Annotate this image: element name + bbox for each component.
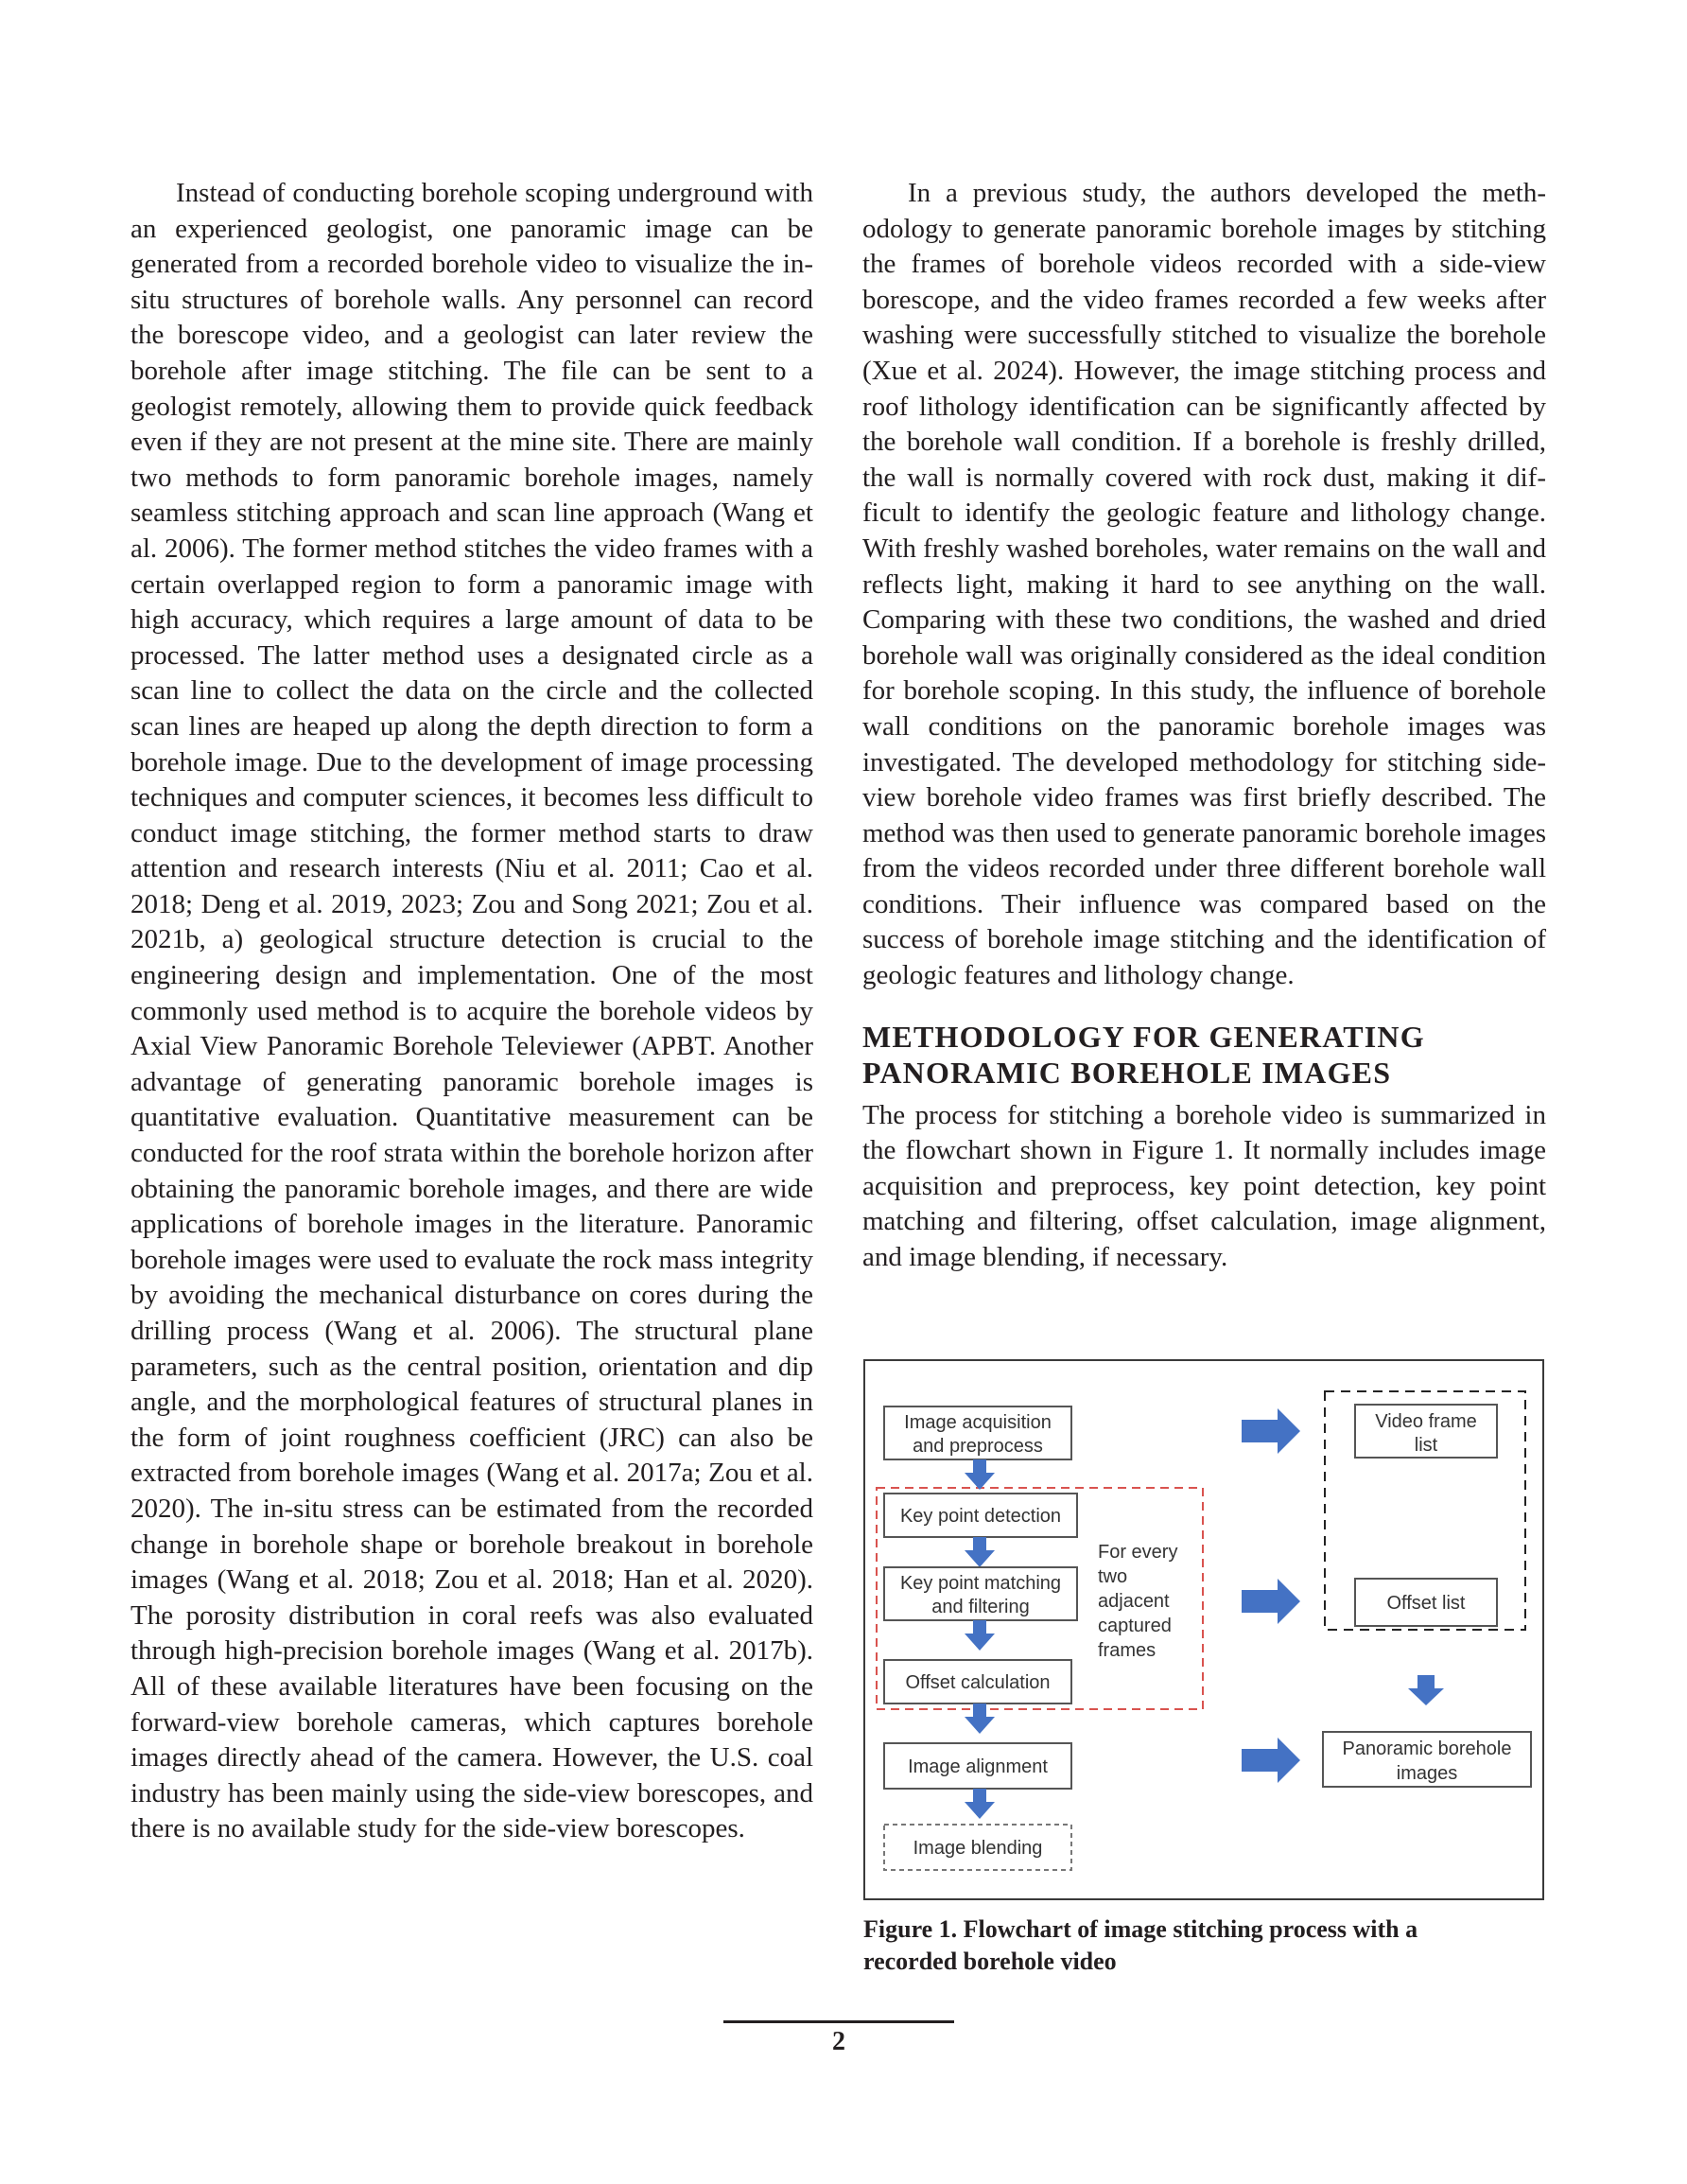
down-arrow-icon [965, 1704, 995, 1734]
footer-rule [723, 2020, 954, 2023]
right-arrow-icon [1242, 1408, 1300, 1454]
svg-text:two: two [1098, 1566, 1128, 1587]
svg-text:Panoramic borehole: Panoramic borehole [1342, 1738, 1512, 1759]
method-paragraph: The process for stitching a borehole video is summarized in the flowchart shown in Figure 1. It normally includes image acquisition and preprocess, key point detection, key point matching and filtering, offset calculation, image alignment, and image blending, if necessary. [862, 1099, 1546, 1273]
figure-caption-line-2: recorded borehole video [863, 1948, 1117, 1975]
svg-text:images: images [1396, 1763, 1458, 1784]
svg-text:Image blending: Image blending [913, 1838, 1043, 1859]
step-key-point-matching [884, 1567, 1077, 1620]
page-number: 2 [832, 2027, 845, 2056]
previous-study-paragraph: In a previous study, the authors developed the methodology to generate panoramic borehole images by stitching the frames of borehole videos recorded with a side-view borescope, and the video frames recorded a few weeks after washing were successfully stitched to visualize the borehole (Xue et al. 2024). However, the image stitching process and roof lithology identification can be significantly affected by the borehole wall condition. If a borehole is freshly drilled, the wall is normally covered with rock dust, making it difficult to identify the geologic feature and lithology change. With freshly washed boreholes, water remains on the wall and reflects light, making it hard to see anything on the wall. Comparing with these two conditions, the washed and dried borehole wall was originally considered as the ideal condition for borehole scoping. In this study, the influence of borehole wall conditions on the panoramic borehole images was investigated. The developed methodology for stitching side-view borehole video frames was first briefly described. The method was then used to generate panoramic borehole images from the videos recorded under three different borehole wall conditions. Their influence was compared based on the success of borehole image stitching and the identification of geologic features and lithology change. [862, 178, 1546, 991]
down-arrow-icon [1408, 1675, 1444, 1705]
figure-1-flowchart [863, 1359, 1544, 1900]
left-column [130, 176, 813, 1847]
svg-text:Offset calculation: Offset calculation [905, 1672, 1051, 1693]
down-arrow-icon [965, 1789, 995, 1819]
svg-text:list: list [1414, 1435, 1438, 1456]
svg-text:frames: frames [1098, 1640, 1157, 1661]
svg-text:adjacent: adjacent [1098, 1591, 1170, 1612]
step-key-point-detection [884, 1494, 1077, 1537]
down-arrow-icon [965, 1620, 995, 1651]
step-image-alignment [884, 1743, 1071, 1789]
right-arrow-icon [1242, 1579, 1300, 1624]
svg-text:Offset list: Offset list [1386, 1593, 1466, 1614]
loop-note [1098, 1542, 1177, 1661]
step-offset-calculation [884, 1660, 1071, 1704]
output-video-frame-list [1355, 1405, 1497, 1458]
down-arrow-icon [965, 1537, 995, 1567]
svg-text:and filtering: and filtering [931, 1597, 1030, 1617]
right-column [862, 176, 1546, 1276]
step-image-blending [884, 1825, 1071, 1870]
flowchart-svg [865, 1361, 1542, 1898]
section-heading-line-1: METHODOLOGY FOR GENERATING [862, 1019, 1425, 1054]
down-arrow-icon [965, 1459, 995, 1490]
output-panoramic-images [1323, 1732, 1531, 1787]
svg-text:Image acquisition: Image acquisition [904, 1412, 1052, 1433]
svg-text:Image alignment: Image alignment [908, 1756, 1048, 1777]
svg-text:Key point detection: Key point detection [899, 1506, 1062, 1527]
right-arrow-icon [1242, 1738, 1300, 1783]
svg-text:Key point matching: Key point matching [899, 1573, 1062, 1594]
section-heading [862, 1019, 1546, 1091]
svg-text:Video frame: Video frame [1375, 1411, 1477, 1432]
figure-caption [863, 1913, 1544, 1978]
step-image-acquisition [884, 1406, 1071, 1459]
svg-text:For every: For every [1098, 1542, 1178, 1563]
output-offset-list [1355, 1579, 1497, 1626]
svg-text:captured: captured [1098, 1616, 1172, 1636]
intro-paragraph: Instead of conducting borehole scoping underground with an experienced geologist, one panoramic image can be generated from a recorded borehole video to visualize the in-situ structures of borehole walls. Any personnel can record the borescope video, and a geologist can later review the borehole after image stitching. The file can be sent to a geologist remotely, allowing them to provide quick feedback even if they are not present at the mine site. There are mainly two methods to form panoramic borehole images, namely seamless stitching approach and scan line approach (Wang et al. 2006). The former method stitches the video frames with a certain overlapped region to form a panoramic image with high accuracy, which requires a large amount of data to be processed. The latter method uses a designated circle as a scan line to collect the data on the circle and the collected scan lines are heaped up along the depth direction to form a borehole image. Due to the development of image processing techniques and computer sciences, it becomes less difficult to conduct image stitching, the former method starts to draw attention and research interests (Niu et al. 2011; Cao et al. 2018; Deng et al. 2019, 2023; Zou and Song 2021; Zou et al. 2021b, a) geological structure detection is crucial to the engineering design and implementation. One of the most commonly used method is to acquire the borehole videos by Axial View Panoramic Borehole Televiewer (APBT. Another advantage of generating panoramic borehole images is quantitative evaluation. Quantitative measurement can be conducted for the roof strata within the borehole horizon after obtaining the panoramic borehole images, and there are wide applications of borehole images in the literature. Panoramic borehole images were used to evaluate the rock mass integrity by avoiding the mechanical disturbance on cores during the drilling process (Wang et al. 2006). The structural plane parameters, such as the central position, orientation and dip angle, and the morphological features of structural planes in the form of joint roughness coefficient (JRC) can also be extracted from borehole images (Wang et al. 2017a; Zou et al. 2020). The in-situ stress can be estimated from the recorded change in borehole shape or borehole breakout in borehole images (Wang et al. 2018; Zou et al. 2018; Han et al. 2020). The porosity distribution in coral reefs was also evaluated through high-precision borehole images (Wang et al. 2017b). All of these available literatures have been focusing on the forward-view borehole cameras, which captures borehole images directly ahead of the camera. However, the U.S. coal industry has been mainly using the side-view borescopes, and there is no available study for the side-view borescopes. [130, 178, 813, 1844]
figure-caption-line-1: Figure 1. Flowchart of image stitching process with a [863, 1915, 1418, 1943]
section-heading-line-2: PANORAMIC BOREHOLE IMAGES [862, 1055, 1392, 1090]
svg-text:and preprocess: and preprocess [913, 1436, 1043, 1457]
